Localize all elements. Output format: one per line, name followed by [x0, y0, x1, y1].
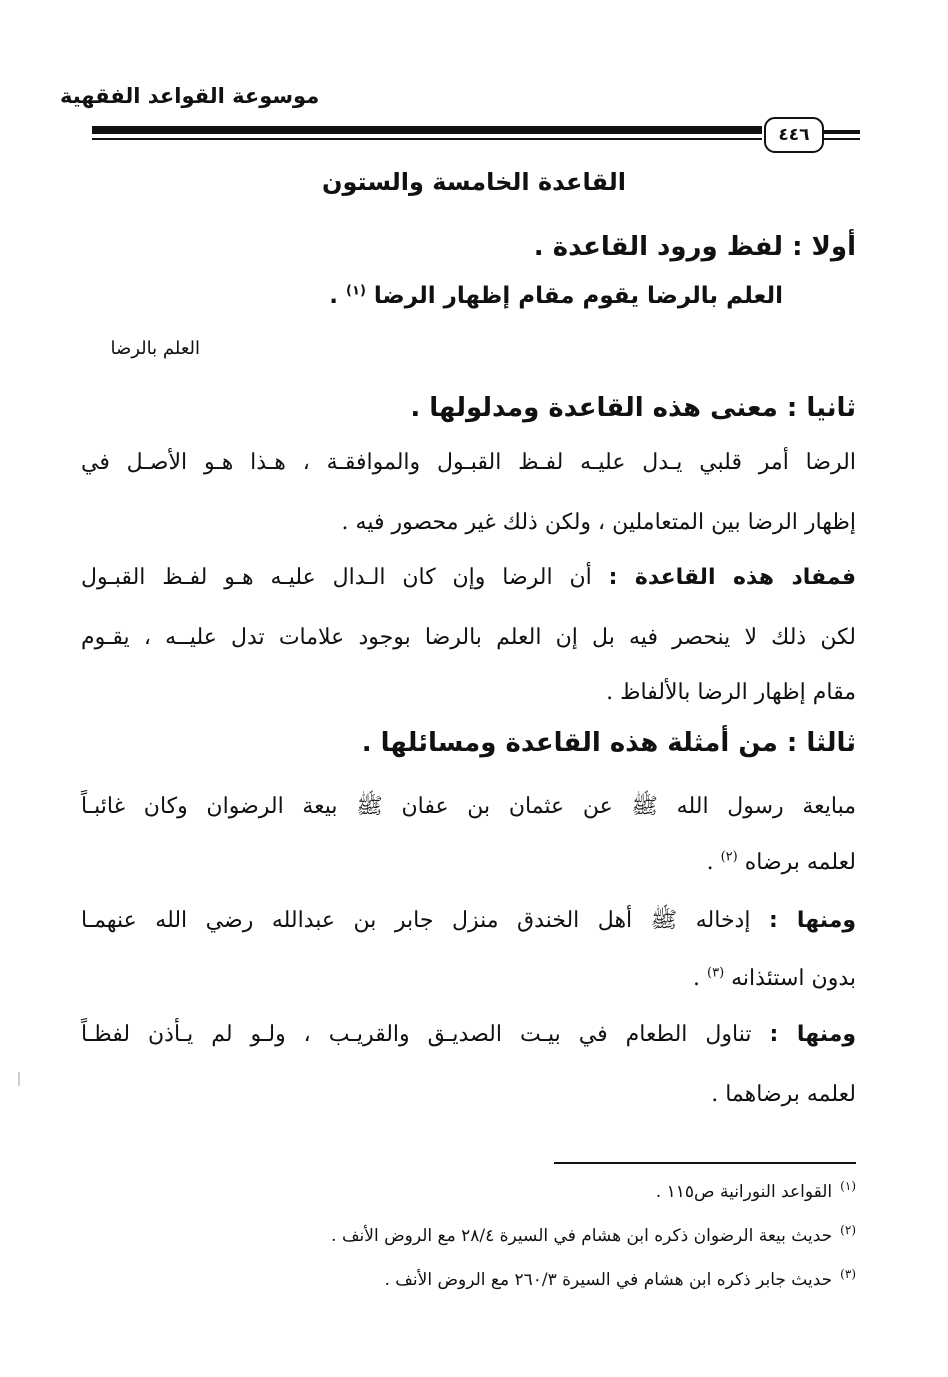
example-2-line-1-text: إدخاله ﷺ أهل الخندق منزل جابر بن عبدالله رضي الله عنهمـا [81, 908, 769, 933]
footnote-ref-1[interactable]: (١) [346, 283, 366, 299]
running-title: موسوعة القواعد الفقهية [60, 84, 320, 108]
example-3-line-1 [81, 1022, 856, 1047]
margin-note: العلم بالرضا [110, 338, 200, 359]
example-3-line-2: لعلمه برضاهما . [711, 1082, 856, 1107]
header-rule-right [822, 130, 860, 134]
footnote-2-text: حديث بيعة الرضوان ذكره ابن هشام في السيرة ٢٨/٤ مع الروض الأنف . [331, 1226, 833, 1246]
example-1-line-1: مبايعة رسول الله ﷺ عن عثمان بن عفان ﷺ بيعة الرضوان وكان غائبـاً [81, 794, 856, 819]
section-heading-wording: أولا : لفظ ورود القاعدة . [533, 232, 856, 262]
section-heading-examples: ثالثا : من أمثلة هذه القاعدة ومسائلها . [361, 728, 856, 758]
header-rule-right-thin [822, 138, 860, 140]
example-2-line-2-text: بدون استئذانه [731, 966, 856, 991]
example-3-lead: ومنها : [769, 1022, 856, 1047]
example-1-line-2-text: لعلمه برضاه [744, 850, 856, 875]
header-rule-thick [92, 126, 762, 134]
example-1-line-2: لعلمه برضاه $^{(٢)}$ . [706, 849, 856, 875]
meaning-line-3 [81, 565, 856, 590]
header-rule-thin [92, 138, 762, 140]
meaning-line-1: الرضا أمر قلبي يـدل عليـه لفـظ القبـول والموافقـة ، هـذا هـو الأصـل في [81, 450, 856, 475]
example-2-line-2: بدون استئذانه $^{(٣)}$ . [693, 965, 856, 991]
footnote-2 [96, 1223, 856, 1246]
page-number: ٤٤٦ [764, 117, 824, 153]
scan-mark [18, 1072, 20, 1086]
example-2-lead: ومنها : [768, 908, 856, 933]
meaning-line-2: إظهار الرضا بين المتعاملين ، ولكن ذلك غير محصور فيه . [341, 510, 856, 535]
chapter-title: القاعدة الخامسة والستون [322, 168, 626, 196]
footnote-3-number: (٣) [840, 1267, 856, 1282]
footnote-1-text: القواعد النورانية ص١١٥ . [655, 1182, 833, 1202]
meaning-lead: فمفاد هذه القاعدة : [608, 565, 856, 590]
footnote-ref-3[interactable]: (٣) [707, 965, 725, 981]
section-heading-meaning: ثانيا : معنى هذه القاعدة ومدلولها . [410, 393, 856, 423]
footnote-ref-2[interactable]: (٢) [720, 849, 738, 865]
footnote-1-number: (١) [840, 1179, 856, 1194]
rule-statement-end: . [329, 283, 347, 309]
example-2-line-1 [81, 906, 856, 938]
footnote-1 [96, 1179, 856, 1202]
meaning-line-4: لكن ذلك لا ينحصر فيه بل إن العلم بالرضا بوجود علامات تدل عليــه ، يقـوم [81, 625, 856, 650]
footnote-3 [96, 1267, 856, 1290]
rule-statement-text: العلم بالرضا يقوم مقام إظهار الرضا [373, 283, 783, 309]
example-3-line-1-text: تناول الطعام في بيـت الصديـق والقريـب ، ولـو لم يـأذن لفظـاً [81, 1022, 770, 1047]
rule-statement [83, 283, 783, 309]
meaning-line-5: مقام إظهار الرضا بالألفاظ . [606, 680, 856, 705]
footnote-3-text: حديث جابر ذكره ابن هشام في السيرة ٢٦٠/٣ مع الروض الأنف . [384, 1270, 833, 1290]
footnote-2-number: (٢) [840, 1223, 856, 1238]
footnote-separator [554, 1162, 856, 1164]
meaning-line-3-text: أن الرضا وإن كان الـدال عليـه هـو لفـظ القبـول [81, 565, 609, 590]
